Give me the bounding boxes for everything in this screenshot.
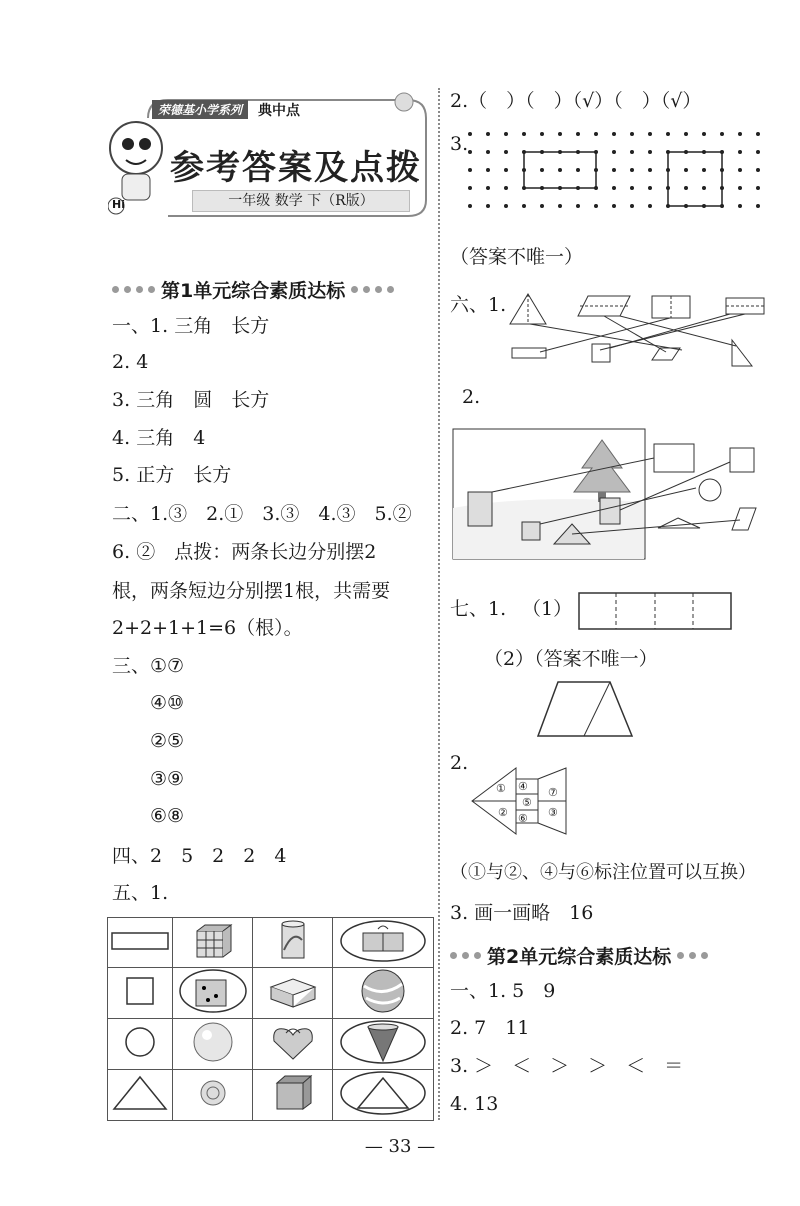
fish-label: ① <box>496 782 506 795</box>
grid-dot <box>738 186 742 190</box>
strip-figure <box>578 592 734 632</box>
grid-dot <box>504 186 508 190</box>
answer-line: 一、1. 5 9 <box>450 980 556 1002</box>
fish-label: ⑥ <box>518 812 528 825</box>
triangle-ruler-icon <box>333 1070 434 1121</box>
match-pair: ①⑦ <box>150 655 185 677</box>
grid-dot <box>468 168 472 172</box>
answer-line: 2. 4 <box>112 351 149 373</box>
trapezoid-figure <box>536 678 636 738</box>
answer-line: 3. 画一画略 16 <box>450 902 594 924</box>
answer-note: （①与②、④与⑥标注位置可以互换） <box>450 862 756 883</box>
answer-label: 三、 <box>112 655 151 677</box>
grid-dot <box>594 132 598 136</box>
grid-dot <box>648 132 652 136</box>
answer-line: 5. 正方 长方 <box>112 464 232 486</box>
snow-scene-figure <box>452 428 772 562</box>
mascot-tag: Hi <box>112 198 125 211</box>
fish-label: ⑤ <box>522 796 532 809</box>
answer-label: 七、1. <box>450 598 507 620</box>
answer-label: 六、1. <box>450 294 507 316</box>
answer-line: 根，两条短边分别摆1根，共需要 <box>112 580 391 602</box>
grid-dot <box>504 168 508 172</box>
grid-dot <box>720 132 724 136</box>
coin-icon <box>173 1070 253 1121</box>
answer-line: 4. 13 <box>450 1093 499 1115</box>
answer-line: 6. ② 点拨：两条长边分别摆2 <box>112 541 377 563</box>
grid-dot <box>756 150 760 154</box>
table-row <box>108 918 434 968</box>
grid-dot <box>468 150 472 154</box>
grid-dot <box>702 132 706 136</box>
fish-label: ⑦ <box>548 786 558 799</box>
cube-icon <box>253 1070 333 1121</box>
column-divider <box>438 88 440 1120</box>
grid-dot <box>738 168 742 172</box>
can-icon <box>253 918 333 968</box>
answer-line: 2.（ ）（ ）（√）（ ）（√） <box>450 90 702 112</box>
grid-dot <box>522 204 526 208</box>
answer-note: （答案不唯一） <box>450 246 584 268</box>
grade-label: 一年级 数学 下（R版） <box>192 190 410 212</box>
tangram-fish-figure <box>470 766 570 836</box>
table-row <box>108 968 434 1019</box>
grid-dot <box>648 168 652 172</box>
grid-dot <box>504 150 508 154</box>
grid-dot <box>702 186 706 190</box>
triangle-icon <box>108 1070 173 1121</box>
grid-dot <box>684 132 688 136</box>
grid-dot <box>612 150 616 154</box>
answer-label: 2. <box>462 386 481 408</box>
answer-line: 4. 三角 4 <box>112 427 206 449</box>
grid-dot <box>468 132 472 136</box>
series-mark: 典中点 <box>258 103 300 119</box>
grid-dot <box>486 168 490 172</box>
grid-dot <box>504 132 508 136</box>
grid-dot <box>558 168 562 172</box>
grid-dot <box>468 186 472 190</box>
grid-dot <box>486 150 490 154</box>
grid-dot <box>540 168 544 172</box>
grid-dot <box>486 204 490 208</box>
answer-label: 3. <box>450 133 469 155</box>
grid-dot <box>576 132 580 136</box>
sphere-icon <box>173 1019 253 1070</box>
grid-dot <box>558 132 562 136</box>
grid-dot <box>666 132 670 136</box>
table-row <box>108 1070 434 1121</box>
match-pair: ④⑩ <box>150 692 185 714</box>
match-pair: ②⑤ <box>150 730 185 752</box>
page-number: — 33 — <box>364 1136 436 1157</box>
rectangle-icon <box>108 918 173 968</box>
section-1-title: 第1单元综合素质达标 <box>112 276 394 303</box>
fish-label: ④ <box>518 780 528 793</box>
table-row <box>108 1019 434 1070</box>
grid-dot <box>684 186 688 190</box>
grid-dot <box>630 150 634 154</box>
rubik-cube-icon <box>173 918 253 968</box>
grid-dot <box>630 168 634 172</box>
circle-icon <box>108 1019 173 1070</box>
answer-line: 2. 7 11 <box>450 1017 530 1039</box>
ball-icon <box>333 968 434 1019</box>
grid-dot <box>630 204 634 208</box>
grid-dot <box>612 204 616 208</box>
answer-line: 四、2 5 2 2 4 <box>112 845 287 867</box>
answer-line: 3. ＞ ＜ ＞ ＞ ＜ ＝ <box>450 1055 684 1077</box>
grid-dot <box>648 204 652 208</box>
grid-dot <box>468 204 472 208</box>
grid-dot <box>756 132 760 136</box>
grid-dot <box>756 186 760 190</box>
grid-dot <box>756 168 760 172</box>
match-pair: ⑥⑧ <box>150 805 185 827</box>
grid-dot <box>612 132 616 136</box>
cone-icon <box>333 1019 434 1070</box>
answer-line: 2+2+1+1=6（根）。 <box>112 617 303 639</box>
section-2-title: 第2单元综合素质达标 <box>450 942 708 969</box>
answer-sub: （1） <box>522 598 573 620</box>
answer-line: 一、1. 三角 长方 <box>112 315 270 337</box>
grid-dot <box>576 204 580 208</box>
brand-logo: 荣德基小学系列 <box>152 100 248 119</box>
open-box-icon <box>253 968 333 1019</box>
grid-dot <box>756 204 760 208</box>
grid-dot <box>504 204 508 208</box>
grid-dot <box>684 168 688 172</box>
answer-line: 五、1. <box>112 882 169 904</box>
grid-dot <box>486 132 490 136</box>
match-pair: ③⑨ <box>150 768 185 790</box>
grid-dot <box>630 132 634 136</box>
grid-dot <box>702 168 706 172</box>
grid-dot <box>576 168 580 172</box>
page-title: 参考答案及点拨 <box>170 148 422 188</box>
grid-dot <box>540 204 544 208</box>
grid-dot <box>522 132 526 136</box>
grid-dot <box>630 186 634 190</box>
answer-line: 3. 三角 圆 长方 <box>112 389 270 411</box>
grid-dot <box>540 132 544 136</box>
dot-grid-figure <box>468 130 768 230</box>
grid-dot <box>612 168 616 172</box>
grid-dot <box>648 150 652 154</box>
fish-label: ③ <box>548 806 558 819</box>
square-icon <box>108 968 173 1019</box>
heart-box-icon <box>253 1019 333 1070</box>
matching-figure <box>500 290 770 378</box>
grid-dot <box>738 132 742 136</box>
dice-box-icon <box>173 968 253 1019</box>
answer-line: 二、1.③ 2.① 3.③ 4.③ 5.② <box>112 503 412 525</box>
grid-dot <box>558 204 562 208</box>
grid-dot <box>648 186 652 190</box>
grid-dot <box>594 204 598 208</box>
grid-dot <box>738 204 742 208</box>
grid-dot <box>738 150 742 154</box>
shape-classification-table <box>107 917 434 1121</box>
answer-sub: （2）（答案不唯一） <box>484 648 658 670</box>
grid-dot <box>612 186 616 190</box>
grid-dot <box>486 186 490 190</box>
gift-box-icon <box>333 918 434 968</box>
answer-label: 2. <box>450 752 469 774</box>
fish-label: ② <box>498 806 508 819</box>
